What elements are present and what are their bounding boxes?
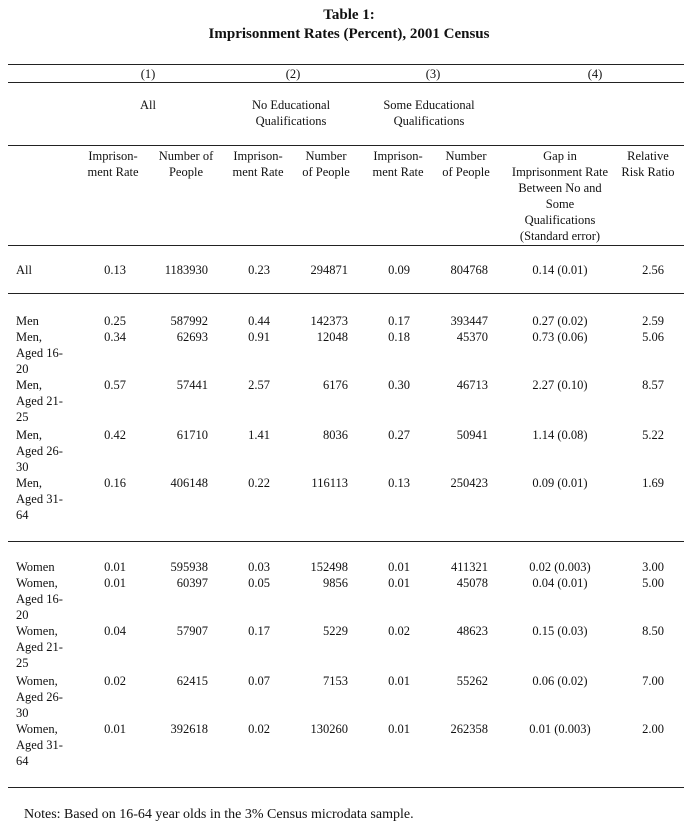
- cell: 0.02: [104, 674, 126, 688]
- cell: 0.02 (0.003): [529, 560, 591, 574]
- cell: 7153: [323, 674, 348, 688]
- cell: 411321: [450, 560, 488, 574]
- row-label: Women, Aged 21-25: [16, 624, 63, 670]
- cell: 2.27 (0.10): [532, 378, 588, 392]
- col-header-number-of-people-1: Number of People: [158, 149, 214, 179]
- row-label: Men, Aged 16-20: [16, 330, 63, 376]
- cell: 294871: [310, 263, 348, 277]
- cell: 55262: [456, 674, 488, 688]
- cell: 0.17: [388, 314, 410, 328]
- cell: 46713: [456, 378, 488, 392]
- cell: 2.59: [642, 314, 664, 328]
- cell: 57441: [176, 378, 208, 392]
- cell: 0.42: [104, 428, 126, 442]
- cell: 0.01: [388, 576, 410, 590]
- cell: 0.23: [248, 263, 270, 277]
- col-header-relative-risk-ratio: Relative Risk Ratio: [621, 149, 675, 179]
- cell: 130260: [310, 722, 348, 736]
- cell: 0.03: [248, 560, 270, 574]
- cell: 45370: [456, 330, 488, 344]
- cell: 5.06: [642, 330, 664, 344]
- cell: 48623: [456, 624, 488, 638]
- cell: 2.57: [248, 378, 270, 392]
- section-rule-men: [8, 293, 684, 294]
- group-label-some-qual: Some Educational Qualifications: [383, 98, 475, 128]
- table-notes: Notes: Based on 16-64 year olds in the 3% Census microdata sample.: [24, 807, 414, 822]
- col-header-imprisonment-rate-1: Imprison-ment Rate: [87, 149, 139, 179]
- cell: 0.04: [104, 624, 126, 638]
- cell: 5.22: [642, 428, 664, 442]
- cell: 0.27 (0.02): [532, 314, 588, 328]
- cell: 0.01: [388, 560, 410, 574]
- bottom-rule: [8, 787, 684, 788]
- cell: 0.09 (0.01): [532, 476, 588, 490]
- cell: 0.01: [104, 576, 126, 590]
- cell: 0.01: [104, 560, 126, 574]
- row-label: Men, Aged 21-25: [16, 378, 63, 424]
- cell: 0.91: [248, 330, 270, 344]
- row-label: Men, Aged 26-30: [16, 428, 63, 474]
- cell: 804768: [450, 263, 488, 277]
- col-header-gap: Gap in Imprisonment Rate Between No and Some Qualifications (Standard error): [511, 149, 609, 243]
- group-num-1: (1): [140, 67, 156, 81]
- cell: 62693: [176, 330, 208, 344]
- cell: 0.73 (0.06): [532, 330, 588, 344]
- cell: 5.00: [642, 576, 664, 590]
- cell: 1.14 (0.08): [532, 428, 588, 442]
- cell: 1.41: [248, 428, 270, 442]
- cell: 50941: [456, 428, 488, 442]
- cell: 0.05: [248, 576, 270, 590]
- cell: 9856: [323, 576, 348, 590]
- cell: 0.01: [104, 722, 126, 736]
- cell: 45078: [456, 576, 488, 590]
- cell: 0.57: [104, 378, 126, 392]
- cell: 1.69: [642, 476, 664, 490]
- cell: 152498: [310, 560, 348, 574]
- cell: 0.07: [248, 674, 270, 688]
- cell: 0.13: [388, 476, 410, 490]
- cell: 0.22: [248, 476, 270, 490]
- cell: 3.00: [642, 560, 664, 574]
- cell: 262358: [450, 722, 488, 736]
- cell: 0.44: [248, 314, 270, 328]
- header-bottom-rule: [8, 245, 684, 246]
- cell: 406148: [170, 476, 208, 490]
- cell: 1183930: [164, 263, 208, 277]
- row-label: Men: [16, 314, 39, 328]
- cell: 0.34: [104, 330, 126, 344]
- cell: 0.16: [104, 476, 126, 490]
- cell: 2.56: [642, 263, 664, 277]
- subheader-rule: [8, 145, 684, 146]
- cell: 587992: [170, 314, 208, 328]
- cell: 6176: [323, 378, 348, 392]
- row-label: Women, Aged 31-64: [16, 722, 63, 768]
- group-num-4: (4): [587, 67, 603, 81]
- col-header-imprisonment-rate-3: Imprison-ment Rate: [372, 149, 424, 179]
- cell: 595938: [170, 560, 208, 574]
- group-label-all: All: [140, 98, 156, 112]
- top-rule: [8, 64, 684, 65]
- row-label: All: [16, 263, 32, 277]
- cell: 393447: [450, 314, 488, 328]
- cell: 8.57: [642, 378, 664, 392]
- cell: 0.13: [104, 263, 126, 277]
- col-header-number-of-people-2: Number of People: [302, 149, 350, 179]
- group-num-3: (3): [425, 67, 441, 81]
- cell: 116113: [311, 476, 348, 490]
- cell: 0.14 (0.01): [532, 263, 588, 277]
- cell: 7.00: [642, 674, 664, 688]
- group-rule: [8, 82, 684, 83]
- col-header-number-of-people-3: Number of People: [442, 149, 490, 179]
- section-rule-women: [8, 541, 684, 542]
- col-header-imprisonment-rate-2: Imprison-ment Rate: [232, 149, 284, 179]
- cell: 8.50: [642, 624, 664, 638]
- cell: 8036: [323, 428, 348, 442]
- row-label: Women, Aged 26-30: [16, 674, 63, 720]
- row-label: Women, Aged 16-20: [16, 576, 63, 622]
- cell: 0.02: [388, 624, 410, 638]
- cell: 2.00: [642, 722, 664, 736]
- cell: 0.18: [388, 330, 410, 344]
- table-title-line2: Imprisonment Rates (Percent), 2001 Census: [208, 26, 490, 42]
- cell: 0.02: [248, 722, 270, 736]
- cell: 12048: [316, 330, 348, 344]
- cell: 0.01: [388, 674, 410, 688]
- cell: 5229: [323, 624, 348, 638]
- cell: 250423: [450, 476, 488, 490]
- cell: 61710: [176, 428, 208, 442]
- cell: 0.01 (0.003): [529, 722, 591, 736]
- cell: 0.27: [388, 428, 410, 442]
- cell: 0.04 (0.01): [532, 576, 588, 590]
- row-label: Men, Aged 31-64: [16, 476, 63, 522]
- cell: 0.15 (0.03): [532, 624, 588, 638]
- cell: 0.06 (0.02): [532, 674, 588, 688]
- cell: 0.09: [388, 263, 410, 277]
- cell: 0.30: [388, 378, 410, 392]
- cell: 142373: [310, 314, 348, 328]
- group-label-no-qual: No Educational Qualifications: [251, 98, 331, 128]
- cell: 0.25: [104, 314, 126, 328]
- cell: 62415: [176, 674, 208, 688]
- cell: 392618: [170, 722, 208, 736]
- cell: 0.01: [388, 722, 410, 736]
- table-title-line1: Table 1:: [323, 7, 375, 23]
- cell: 57907: [176, 624, 208, 638]
- cell: 60397: [176, 576, 208, 590]
- cell: 0.17: [248, 624, 270, 638]
- group-num-2: (2): [285, 67, 301, 81]
- row-label: Women: [16, 560, 55, 574]
